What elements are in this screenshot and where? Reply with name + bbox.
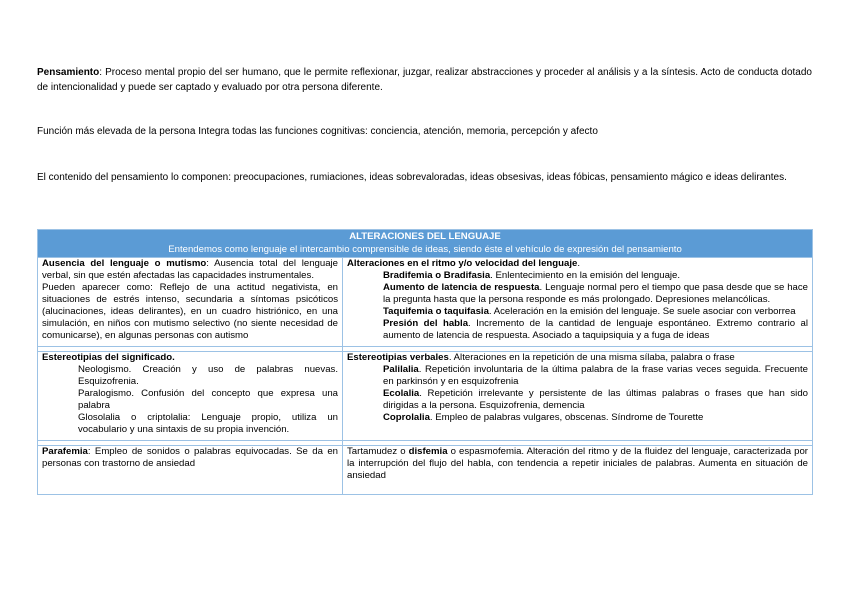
ritmo-cell: Alteraciones en el ritmo y/o velocidad del lenguaje. Bradifemia o Bradifasia. Enlentecimiento en la emisión del lenguaje. Aumento de latencia de respuesta. Lenguaje normal pero el tiempo que pasa desde que se hace la pregunta hasta que la persona responde es más prolongado. Depresiones melancólicas. Taquifemia o taquifasia. Aceleración en la emisión del lenguaje. Se suele asociar con verborrea Presión del habla. Incremento de la cantidad de lenguaje espontáneo. Extremo contrario al aumento de latencia de respuesta. Asociado a taquipsiquia y a fuga de ideas: [343, 258, 813, 347]
list-item: Ecolalia. Repetición irrelevante y persistente de las últimas palabras o frases que han sido dirigidas a la persona. Esquizofrenia, demencia: [383, 388, 808, 411]
mutismo-causes: Pueden aparecer como: Reflejo de una actitud negativista, en situaciones de estrés intenso, secundaria a síntomas psicóticos (alucinaciones, ideas delirantes), en un cuadro histriónico, en una simulación, en niños con mutismo selectivo (no siente necesidad de comunicarse), en algunas personas con autismo: [42, 282, 338, 341]
list-item: Paralogismo. Confusión del concepto que expresa una palabra: [78, 388, 338, 411]
parafemia-term: Parafemia: [42, 446, 88, 457]
list-item: Neologismo. Creación y uso de palabras nuevas. Esquizofrenia.: [78, 364, 338, 387]
table-header: [38, 230, 813, 258]
mutismo-term: Ausencia del lenguaje o mutismo: [42, 258, 207, 269]
language-alterations-table: [37, 229, 813, 495]
table-row: [38, 352, 813, 441]
list-item: Presión del habla. Incremento de la cantidad de lenguaje espontáneo. Extremo contrario al aumento de latencia de respuesta. Asociado a taquipsiquia y a fuga de ideas: [383, 318, 808, 341]
intro-paragraph-2: Función más elevada de la persona Integra todas las funciones cognitivas: conciencia, atención, memoria, percepción y afecto: [37, 126, 598, 137]
verbales-cell: Estereotipias verbales. Alteraciones en la repetición de una misma sílaba, palabra o frase Palilalia. Repetición involuntaria de la última palabra de la frase varias veces seguida. Frecuente en parkinsón y en esquizofrenia Ecolalia. Repetición irrelevante y persistente de las últimas palabras o frases que han sido dirigidas a la persona. Esquizofrenia, demencia Coprolalia. Empleo de palabras vulgares, obscenas. Síndrome de Tourette: [343, 352, 813, 441]
parafemia-cell: [38, 446, 343, 495]
table-title: ALTERACIONES DEL LENGUAJE: [349, 231, 501, 242]
list-item: Aumento de latencia de respuesta. Lenguaje normal pero el tiempo que pasa desde que se hace la pregunta hasta que la persona responde es más prolongado. Depresiones melancólicas.: [383, 282, 808, 305]
mutismo-text: : Ausencia total del lenguaje verbal, sin que estén afectadas las capacidades instrumentales.: [42, 258, 338, 281]
mutismo-cell: [38, 258, 343, 347]
list-item: Palilalia. Repetición involuntaria de la última palabra de la frase varias veces seguida. Frecuente en parkinsón y en esquizofrenia: [383, 364, 808, 387]
ritmo-heading: Alteraciones en el ritmo y/o velocidad del lenguaje: [347, 258, 578, 269]
intro-paragraph-3: El contenido del pensamiento lo componen: preocupaciones, rumiaciones, ideas sobrevaloradas, ideas obsesivas, ideas fóbicas, pensamiento mágico e ideas delirantes.: [37, 172, 787, 183]
list-item: Taquifemia o taquifasia. Aceleración en la emisión del lenguaje. Se suele asociar con verborrea: [383, 306, 796, 317]
parafemia-text: : Empleo de sonidos o palabras equivocadas. Se da en personas con trastorno de ansiedad: [42, 446, 338, 469]
pensamiento-term: Pensamiento: [37, 67, 100, 78]
table-row: [38, 446, 813, 495]
list-item: Coprolalia. Empleo de palabras vulgares, obscenas. Síndrome de Tourette: [383, 412, 704, 423]
table-row: [38, 258, 813, 347]
intro-paragraph-1: [37, 65, 812, 95]
table-subtitle: Entendemos como lenguaje el intercambio comprensible de ideas, siendo éste el vehículo de expresión del pensamiento: [168, 243, 682, 255]
significado-heading: Estereotipias del significado.: [42, 352, 175, 363]
disfemia-cell: Tartamudez o disfemia o espasmofemia. Alteración del ritmo y de la fluidez del lenguaje, caracterizada por la interrupción del flujo del habla, con tendencia a repetir iniciales de palabras. Aumenta en situación de ansiedad: [343, 446, 813, 495]
list-item: Glosolalia o criptolalia: Lenguaje propio, utiliza un vocabulario y una sintaxis de su propia invención.: [78, 412, 338, 435]
verbales-heading: Estereotipias verbales: [347, 352, 449, 363]
disfemia-text: o espasmofemia. Alteración del ritmo y de la fluidez del lenguaje, caracterizada por la interrupción del flujo del habla, con tendencia a repetir iniciales de palabras. Aumenta en situación de ansiedad: [347, 446, 808, 481]
disfemia-term: disfemia: [408, 446, 448, 457]
pensamiento-definition: : Proceso mental propio del ser humano, que le permite reflexionar, juzgar, realizar abstracciones y proceder al análisis y a la síntesis. Acto de conducta dotado de intencionalidad y puede ser captado y evaluado por otra persona diferente.: [37, 67, 812, 93]
table-header-row: [38, 230, 813, 258]
significado-cell: [38, 352, 343, 441]
list-item: Bradifemia o Bradifasia. Enlentecimiento en la emisión del lenguaje.: [383, 270, 681, 281]
